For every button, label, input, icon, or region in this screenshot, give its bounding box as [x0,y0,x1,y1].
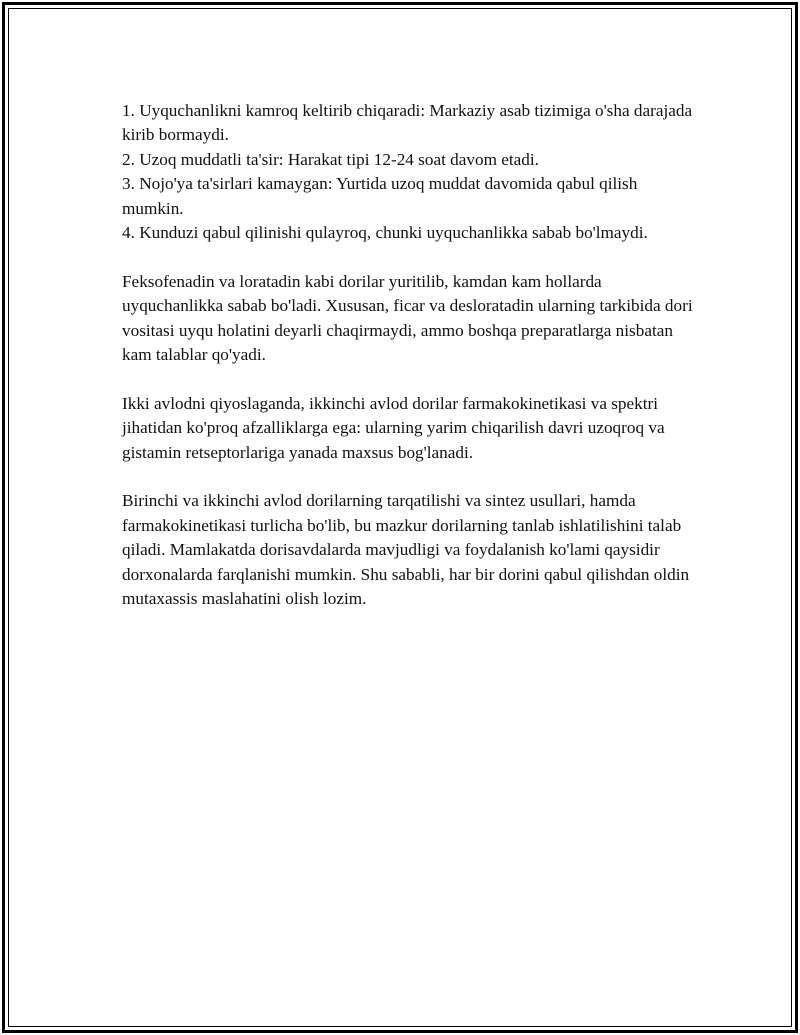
document-body [122,99,697,611]
list-item-1: 1. Uyquchanlikni kamroq keltirib chiqaradi: Markaziy asab tizimiga o'sha darajada kirib bormaydi. [122,101,693,145]
list-item-3: 3. Nojo'ya ta'sirlari kamaygan: Yurtida uzoq muddat davomida qabul qilish mumkin. [122,174,638,218]
paragraph-2: Ikki avlodni qiyoslaganda, ikkinchi avlod dorilar farmakokinetikasi va spektri jihatidan ko'proq afzalliklarga ega: ularning yarim chiqarilish davri uzoqroq va gistamin retseptorlariga yanada maxsus bog'lanadi. [122,393,665,462]
list-item-2: 2. Uzoq muddatli ta'sir: Harakat tipi 12-24 soat davom etadi. [122,149,539,169]
paragraph-1: Feksofenadin va loratadin kabi dorilar yuritilib, kamdan kam hollarda uyquchanlikka sabab bo'ladi. Xususan, ficar va desloratadin ularning tarkibida dori vositasi uyqu holatini deyarli chaqirmaydi, ammo boshqa preparatlarga nisbatan kam talablar qo'yadi. [122,271,693,365]
document-page [2,2,798,1033]
list-item-4: 4. Kunduzi qabul qilinishi qulayroq, chunki uyquchanlikka sabab bo'lmaydi. [122,223,648,243]
paragraph-3: Birinchi va ikkinchi avlod dorilarning tarqatilishi va sintez usullari, hamda farmakokinetikasi turlicha bo'lib, bu mazkur dorilarning tanlab ishlatilishini talab qiladi. Mamlakatda dorisavdalarda mavjudligi va foydalanish ko'lami qaysidir dorxonalarda farqlanishi mumkin. Shu sababli, har bir dorini qabul qilishdan oldin mutaxassis maslahatini olish lozim. [122,491,690,609]
